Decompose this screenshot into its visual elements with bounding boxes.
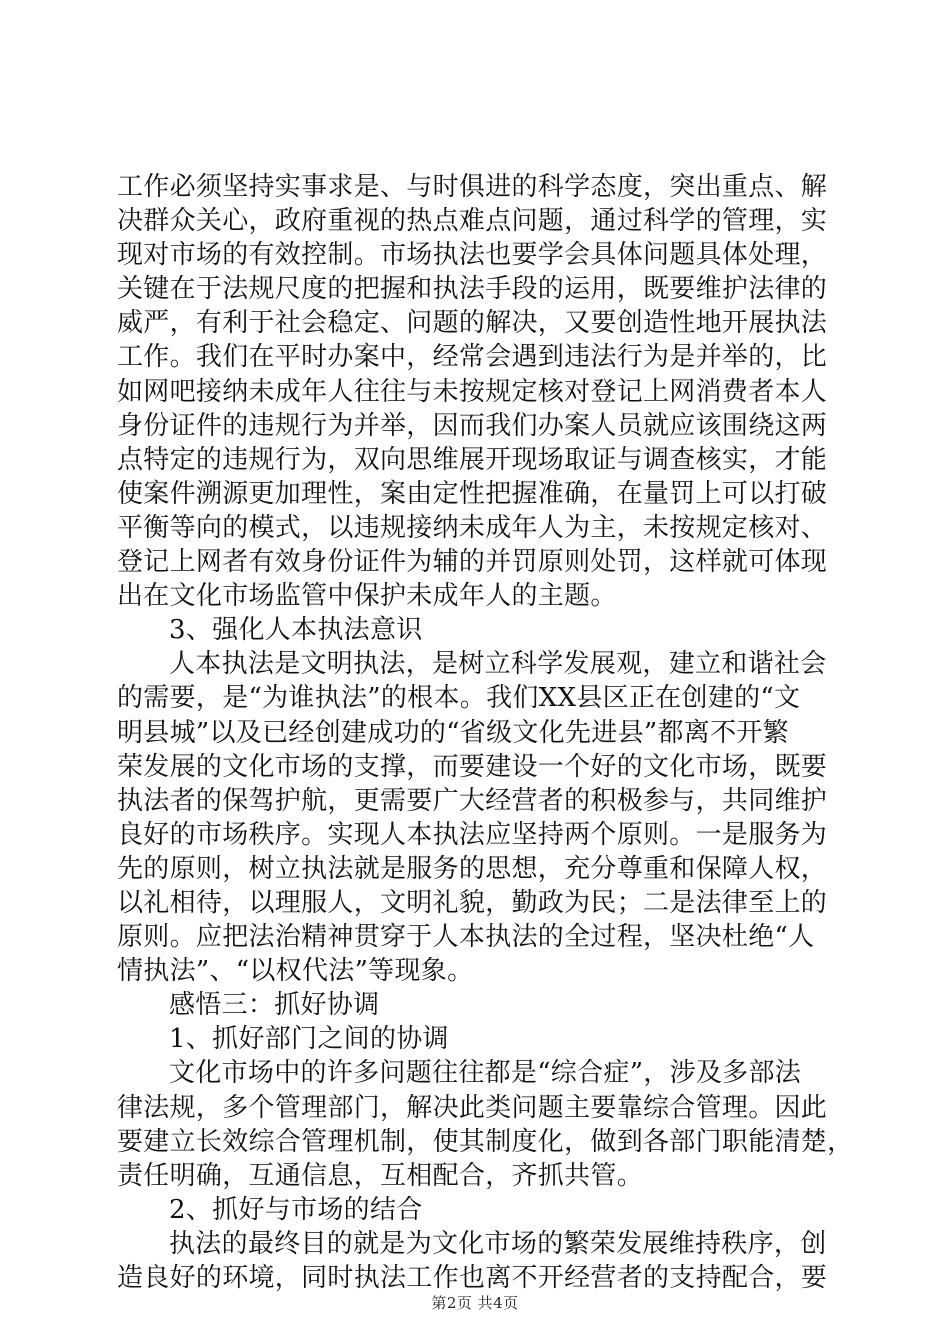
text-line: 良好的市场秩序。实现人本执法应坚持两个原则。一是服务为 — [117, 819, 828, 850]
text-line: 登记上网者有效身份证件为辅的并罚原则处罚，这样就可体现 — [117, 547, 828, 578]
text-line: 原则。应把法治精神贯穿于人本执法的全过程，坚决杜绝“人 — [117, 922, 815, 953]
text-line: 使案件溯源更加理性，案由定性把握准确，在量罚上可以打破 — [117, 478, 828, 509]
text-line: 荣发展的文化市场的支撑，而要建设一个好的文化市场，既要 — [117, 751, 828, 782]
text-line: 关键在于法规尺度的把握和执法手段的运用，既要维护法律的 — [117, 274, 828, 305]
text-line: 平衡等向的模式，以违规接纳未成年人为主，未按规定核对、 — [117, 512, 828, 543]
text-line: 点特定的违规行为，双向思维展开现场取证与调查核实，才能 — [117, 444, 828, 475]
text-line: 先的原则，树立执法就是服务的思想，充分尊重和保障人权， — [117, 853, 828, 884]
text-line: 责任明确，互通信息，互相配合，齐抓共管。 — [117, 1160, 644, 1191]
section-heading: 1、抓好部门之间的协调 — [169, 1024, 449, 1055]
text-line: 律法规，多个管理部门，解决此类问题主要靠综合管理。因此 — [117, 1092, 828, 1123]
text-line: 如网吧接纳未成年人往往与未按规定核对登记上网消费者本人 — [117, 376, 828, 407]
text-line: 身份证件的违规行为并举，因而我们办案人员就应该围绕这两 — [117, 410, 828, 441]
paragraph-start-line: 文化市场中的许多问题往往都是“综合症”，涉及多部法 — [169, 1058, 802, 1089]
section-heading: 感悟三：抓好协调 — [169, 990, 380, 1021]
section-heading: 3、强化人本执法意识 — [169, 615, 423, 646]
page-footer: 第2页 共4页 — [431, 1294, 519, 1312]
section-heading: 2、抓好与市场的结合 — [169, 1194, 423, 1225]
text-line: 工作必须坚持实事求是、与时俱进的科学态度，突出重点、解 — [117, 172, 828, 202]
text-line: 威严，有利于社会稳定、问题的解决，又要创造性地开展执法 — [117, 308, 828, 339]
text-line: 情执法”、“以权代法”等现象。 — [117, 956, 474, 987]
text-line: 决群众关心，政府重视的热点难点问题，通过科学的管理，实 — [117, 206, 828, 237]
paragraph-start-line: 人本执法是文明执法，是树立科学发展观，建立和谐社会 — [169, 649, 827, 680]
text-line: 明县城”以及已经创建成功的“省级文化先进县”都离不开繁 — [117, 717, 789, 748]
document-body — [117, 170, 854, 1295]
paragraph-start-line: 执法的最终目的就是为文化市场的繁荣发展维持秩序，创 — [169, 1228, 827, 1259]
text-line: 以礼相待，以理服人，文明礼貌，勤政为民；二是法律至上的 — [117, 887, 828, 918]
text-line: 造良好的环境，同时执法工作也离不开经营者的支持配合，要 — [117, 1263, 828, 1293]
text-line: 的需要，是“为谁执法”的根本。我们XX县区正在创建的“文 — [117, 683, 801, 714]
text-line: 工作。我们在平时办案中，经常会遇到违法行为是并举的，比 — [117, 342, 828, 373]
text-line: 要建立长效综合管理机制，使其制度化，做到各部门职能清楚， — [117, 1126, 854, 1157]
text-line: 出在文化市场监管中保护未成年人的主题。 — [117, 581, 617, 612]
text-line: 执法者的保驾护航，更需要广大经营者的积极参与，共同维护 — [117, 785, 828, 816]
text-line: 现对市场的有效控制。市场执法也要学会具体问题具体处理， — [117, 240, 828, 271]
